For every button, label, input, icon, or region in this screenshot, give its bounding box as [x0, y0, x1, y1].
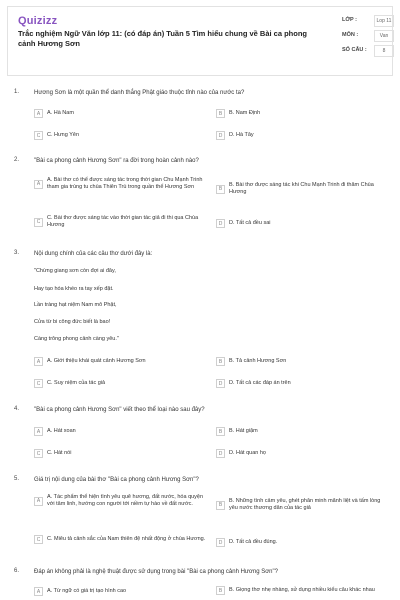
option-letter: A: [34, 180, 43, 189]
meta-subject-value: Van: [374, 30, 394, 42]
question-text: "Bài ca phong cảnh Hương Sơn" viết theo thể loại nào sau đây?: [34, 407, 205, 413]
option-letter: D: [216, 219, 225, 228]
option-text: B. Nam Định: [229, 110, 261, 116]
option-a[interactable]: [34, 494, 210, 508]
question-number: 6.: [14, 568, 20, 574]
meta-class: [342, 15, 394, 27]
option-letter: C: [34, 218, 43, 227]
option-text: C. Hát nói: [47, 450, 72, 456]
option-text: B. Hát giặm: [229, 428, 258, 434]
option-text: A. Bài thơ có thể được sáng tác trong thời gian Chu Mạnh Trinh tham gia trùng tu chùa Thiên Trù trong quần thể Hương Sơn: [47, 177, 203, 190]
question-number: 3.: [14, 250, 20, 256]
option-letter: B: [216, 586, 225, 595]
option-text: B. Những tình cảm yêu, ghét phân minh mãnh liệt và tấm lòng yêu nước thương dân của tác giả: [229, 498, 381, 511]
meta-subject-label: MÔN :: [342, 32, 359, 38]
option-b[interactable]: [216, 357, 386, 366]
option-c[interactable]: [34, 215, 210, 229]
option-a[interactable]: [34, 109, 204, 118]
option-letter: A: [34, 587, 43, 596]
option-c[interactable]: [34, 449, 204, 458]
option-text: A. Giới thiệu khái quát cảnh Hương Sơn: [47, 358, 146, 364]
option-a[interactable]: [34, 357, 204, 366]
option-letter: D: [216, 379, 225, 388]
option-text: C. Miêu tả cảnh sắc của Nam thiên đệ nhất động ở chùa Hương.: [47, 536, 206, 542]
option-text: A. Tác phẩm thể hiện tình yêu quê hương, đất nước, hóa quyện với tâm linh, hướng con người tới niềm tự hào về đất nước.: [47, 494, 204, 507]
option-b[interactable]: [216, 427, 386, 436]
option-letter: B: [216, 501, 225, 510]
option-b[interactable]: [216, 586, 386, 595]
logo-text: Quizizz: [18, 15, 58, 27]
question-number: 5.: [14, 476, 20, 482]
option-letter: B: [216, 427, 225, 436]
passage-line: Hay tạo hóa khéo ra tay xếp đặt.: [34, 286, 114, 292]
question-text: Hương Sơn là một quần thể danh thắng Phật giáo thuộc tỉnh nào của nước ta?: [34, 90, 245, 96]
option-text: D. Hát quan họ: [229, 450, 266, 456]
meta-count-value: 8: [374, 45, 394, 57]
option-text: D. Tất cả đều đúng.: [229, 539, 278, 545]
option-d[interactable]: [216, 131, 386, 140]
passage-line: Lần tràng hạt niệm Nam mô Phật,: [34, 302, 117, 308]
question-number: 2.: [14, 157, 20, 163]
option-b[interactable]: [216, 182, 386, 196]
option-text: A. Hát xoan: [47, 428, 76, 434]
option-letter: D: [216, 449, 225, 458]
option-text: B. Bài thơ được sáng tác khi Chu Mạnh Trinh đi thăm Chùa Hương: [229, 182, 374, 195]
option-d[interactable]: [216, 538, 386, 547]
passage-line: Càng trông phong cảnh càng yêu.": [34, 336, 119, 342]
meta-class-value: Lop 11: [374, 15, 394, 27]
option-letter: C: [34, 379, 43, 388]
option-text: B. Giọng thơ nhẹ nhàng, sử dụng nhiều kiểu câu khác nhau: [229, 587, 375, 593]
option-letter: A: [34, 427, 43, 436]
meta-subject: [342, 30, 394, 42]
worksheet-title: Trắc nghiệm Ngữ Văn lớp 11: (có đáp án) Tuần 5 Tìm hiểu chung về Bài ca phong cảnh Hương Sơn: [18, 29, 307, 48]
option-letter: B: [216, 109, 225, 118]
option-c[interactable]: [34, 535, 210, 544]
question-text: Nội dung chính của các câu thơ dưới đây là:: [34, 251, 153, 257]
option-d[interactable]: [216, 449, 386, 458]
option-letter: C: [34, 535, 43, 544]
option-letter: D: [216, 131, 225, 140]
option-letter: B: [216, 357, 225, 366]
quizizz-logo: [18, 15, 57, 27]
option-b[interactable]: [216, 498, 386, 512]
question-text: Đáp án không phải là nghệ thuật được sử dụng trong bài "Bài ca phong cảnh Hương Sơn"?: [34, 569, 278, 575]
option-text: A. Hà Nam: [47, 110, 74, 116]
option-letter: D: [216, 538, 225, 547]
option-letter: A: [34, 109, 43, 118]
meta-count-label: SỐ CÂU :: [342, 47, 367, 53]
passage-line: Cửa từ bi công đức biết là bao!: [34, 319, 111, 325]
option-a[interactable]: [34, 427, 204, 436]
meta-count: [342, 45, 394, 57]
question-text: Giá trị nội dung của bài thơ "Bài ca phong cảnh Hương Sơn"?: [34, 477, 199, 483]
option-d[interactable]: [216, 219, 386, 228]
worksheet-meta: [342, 15, 394, 60]
option-a[interactable]: [34, 177, 210, 191]
option-letter: C: [34, 131, 43, 140]
option-text: C. Hưng Yên: [47, 132, 80, 138]
option-a[interactable]: [34, 587, 204, 596]
option-letter: A: [34, 357, 43, 366]
option-letter: C: [34, 449, 43, 458]
option-text: C. Suy niệm của tác giả: [47, 380, 106, 386]
question-number: 1.: [14, 89, 20, 95]
passage-line: "Chừng giang sơn còn đợi ai đây,: [34, 268, 116, 274]
option-text: D. Tất cả các đáp án trên: [229, 380, 291, 386]
question-number: 4.: [14, 406, 20, 412]
option-b[interactable]: [216, 109, 386, 118]
option-text: B. Tả cảnh Hương Sơn: [229, 358, 287, 364]
option-text: C. Bài thơ được sáng tác vào thời gian tác giả đi thi qua Chùa Hương: [47, 215, 199, 228]
option-letter: A: [34, 497, 43, 506]
option-text: A. Từ ngữ có giá trị tạo hình cao: [47, 588, 127, 594]
question-text: "Bài ca phong cảnh Hương Sơn" ra đời trong hoàn cảnh nào?: [34, 158, 199, 164]
option-text: D. Tất cả đều sai: [229, 220, 271, 226]
option-d[interactable]: [216, 379, 386, 388]
option-c[interactable]: [34, 131, 204, 140]
option-c[interactable]: [34, 379, 204, 388]
option-letter: B: [216, 185, 225, 194]
meta-class-label: LỚP :: [342, 17, 357, 23]
worksheet-header: [7, 6, 393, 76]
option-text: D. Hà Tây: [229, 132, 254, 138]
